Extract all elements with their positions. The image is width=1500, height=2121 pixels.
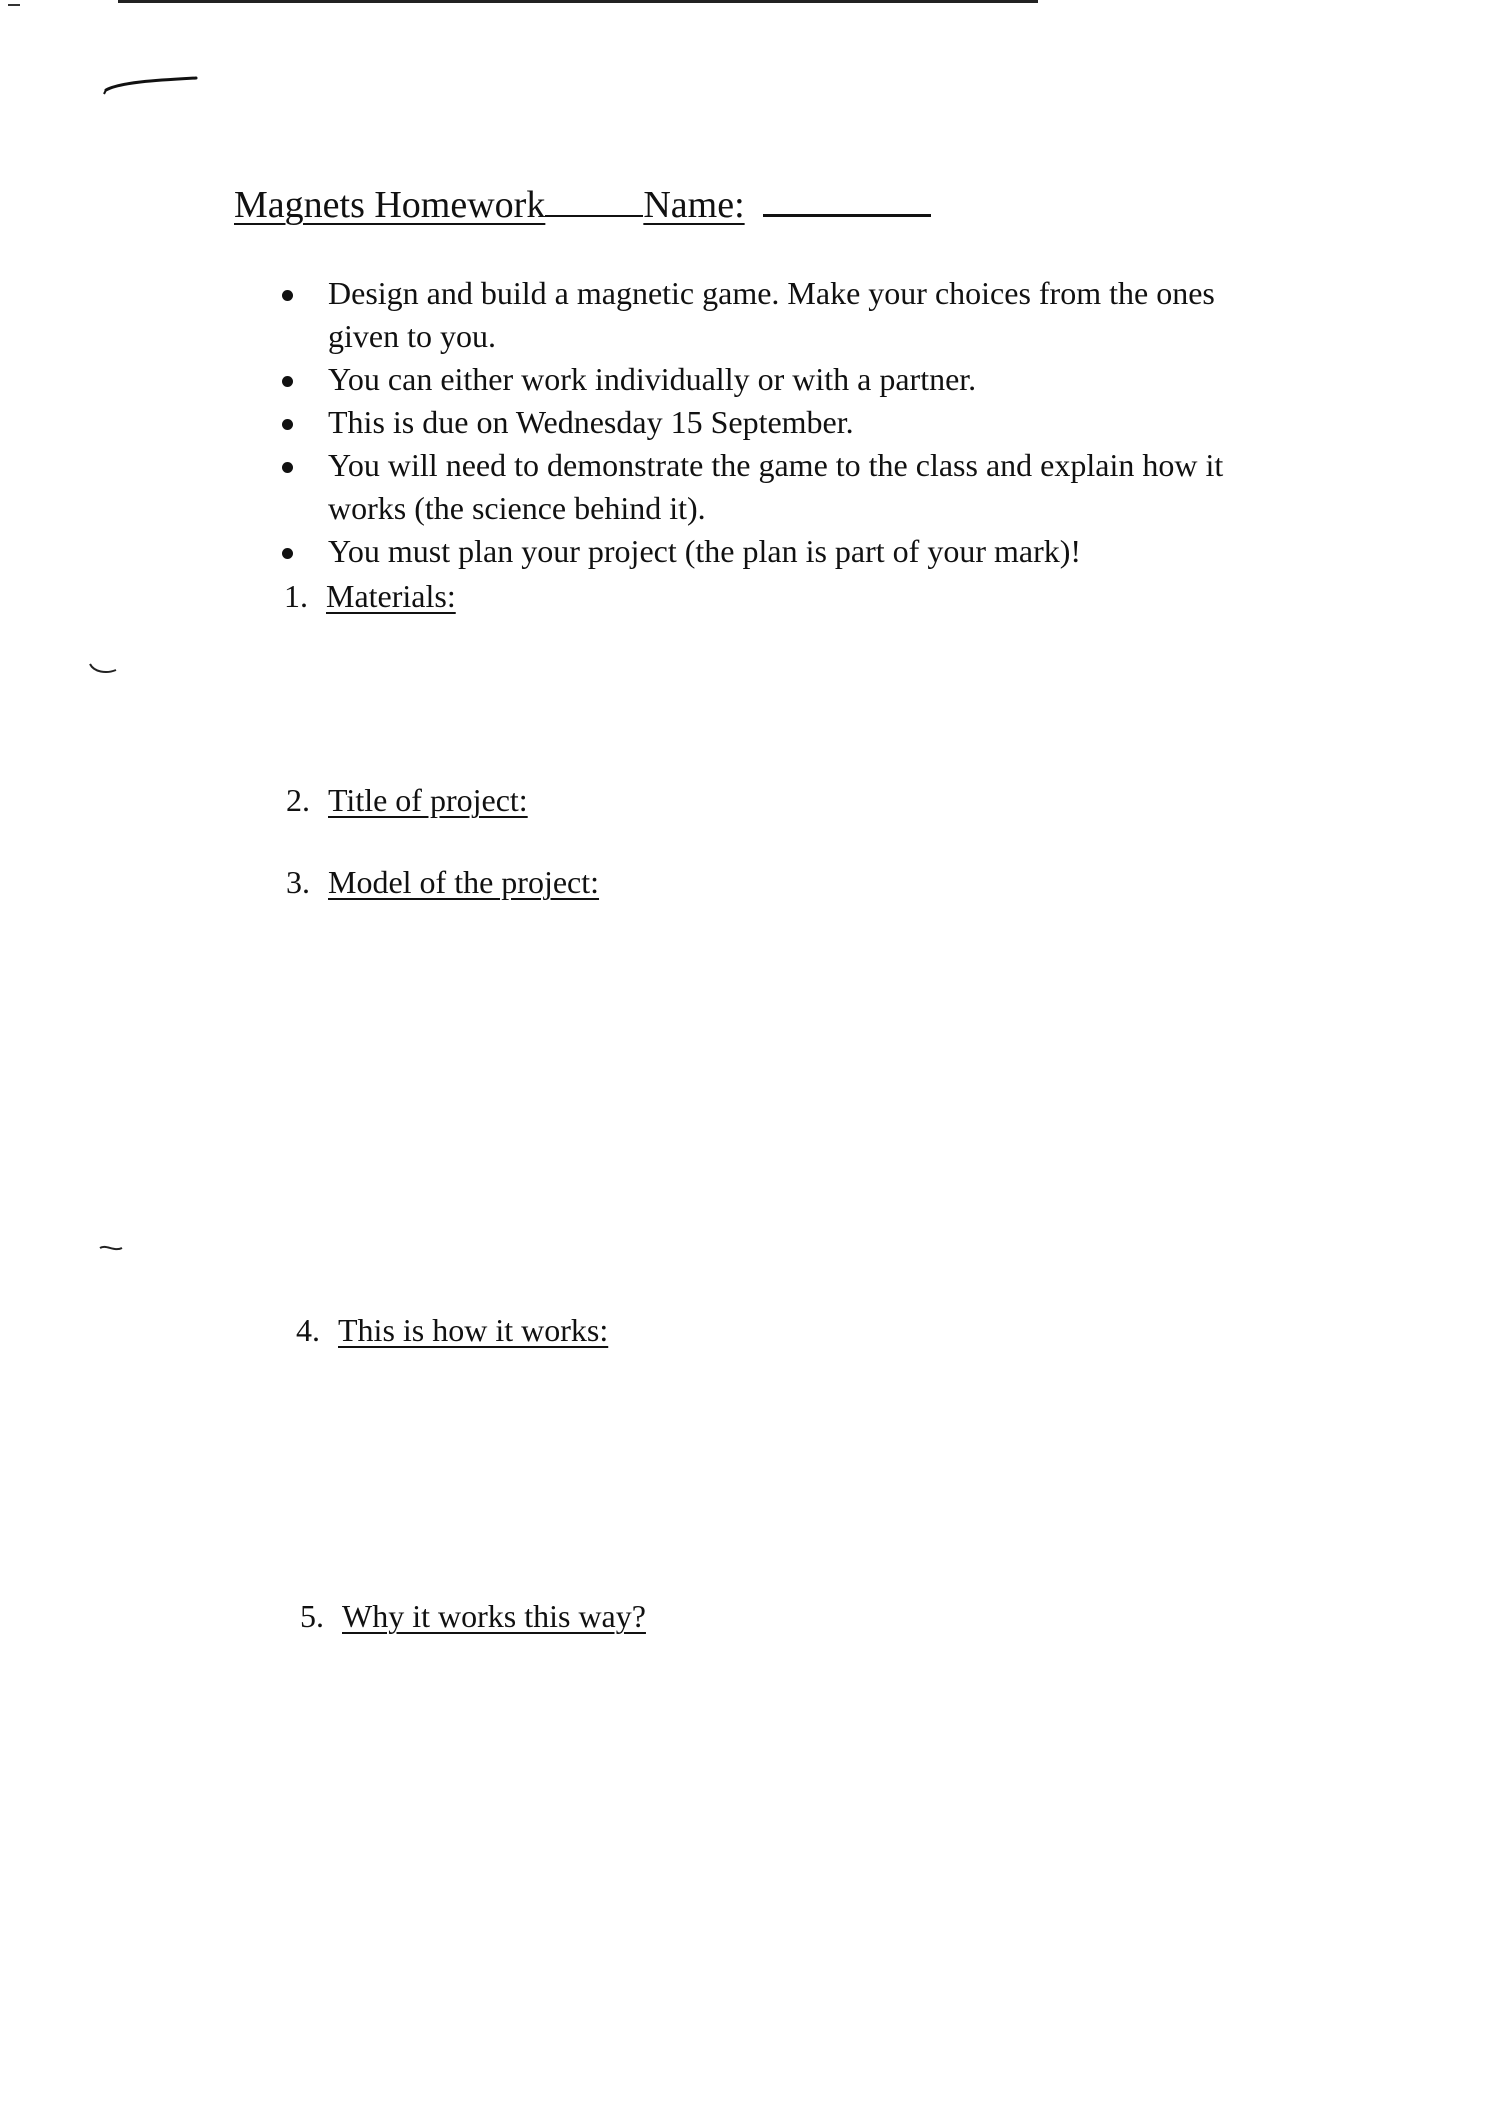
- name-label: Name:: [643, 184, 745, 226]
- section-materials: [284, 576, 456, 616]
- section-why-it-works: [300, 1596, 646, 1636]
- section-number: 1.: [284, 578, 308, 614]
- margin-scan-mark: [98, 1240, 128, 1260]
- section-number: 4.: [296, 1312, 320, 1348]
- corner-mark: [8, 4, 20, 6]
- instruction-item: Design and build a magnetic game. Make your choices from the ones given to you.: [276, 272, 1276, 358]
- top-border-line: [118, 0, 1038, 3]
- section-how-it-works: [296, 1310, 608, 1350]
- margin-scan-mark: [86, 660, 126, 680]
- instruction-item: You can either work individually or with a partner.: [276, 358, 1276, 401]
- instructions-list: [276, 272, 1276, 573]
- section-model-of-project: [286, 862, 599, 902]
- title-underline-gap: [545, 185, 643, 217]
- section-label: Why it works this way?: [342, 1598, 646, 1634]
- section-label: Model of the project:: [328, 864, 600, 900]
- worksheet-title: Magnets Homework: [234, 184, 546, 226]
- name-field-blank[interactable]: [763, 184, 931, 217]
- section-number: 3.: [286, 864, 310, 900]
- margin-pen-mark: [100, 68, 210, 98]
- section-number: 2.: [286, 782, 310, 818]
- section-label: This is how it works:: [338, 1312, 609, 1348]
- instruction-item: You will need to demonstrate the game to the class and explain how it works (the science behind it).: [276, 444, 1276, 530]
- instruction-item: You must plan your project (the plan is part of your mark)!: [276, 530, 1276, 573]
- section-label: Title of project:: [328, 782, 528, 818]
- header-row: [234, 182, 931, 228]
- section-label: Materials:: [326, 578, 456, 614]
- section-title-of-project: [286, 780, 528, 820]
- section-number: 5.: [300, 1598, 324, 1634]
- instruction-item: This is due on Wednesday 15 September.: [276, 401, 1276, 444]
